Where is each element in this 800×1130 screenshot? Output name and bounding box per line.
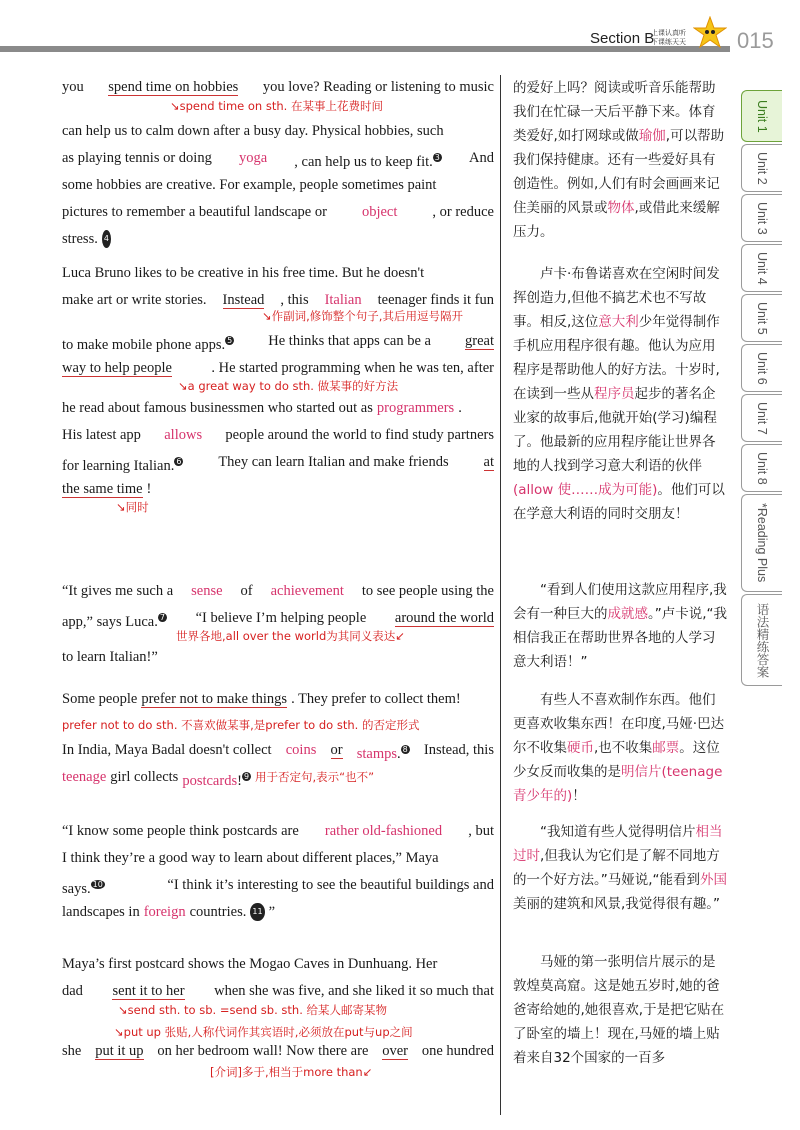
annotation-note: ↘spend time on sth. 在某事上花费时间 [170, 99, 383, 113]
motto: 上课认真听 下课练天天 [651, 29, 686, 46]
tab-unit-6[interactable]: Unit 6 [741, 344, 782, 392]
tab-unit-3[interactable]: Unit 3 [741, 194, 782, 242]
annotation-note: ↘同时 [116, 500, 149, 514]
annotation-note: 世界各地,all over the world为其同义表达↙ [176, 629, 405, 643]
en-paragraph-2-cont: to make mobile phone apps. $^5$ He thinks that apps can be a great way to help people . He started programming when he was ten, after [62, 333, 494, 376]
tab-grammar-answers[interactable]: 语法精练答案 [741, 594, 782, 686]
tab-reading-plus[interactable]: *Reading Plus [741, 494, 782, 592]
cn-paragraph-2: 卢卡·布鲁诺喜欢在空闲时间发挥创造力,但他不搞艺术也不写故事。相反,这位意大利少年觉得制作手机应用程序很有趣。他认为应用程序是帮助他人的好方法。十岁时,在读到一些从程序员起步的著名企业家的故事后,他就开始(学习)编程了。他最新的应用程序能让世界各地的人找到学习意大利语的伙伴(allow 使……成为可能)。他们可以在学意大利语的同时交朋友！ [513, 266, 725, 522]
en-paragraph-6-cont: she put it up on her bedroom wall! Now there are over one hundred [62, 1043, 494, 1059]
tab-unit-1[interactable]: Unit 1 [741, 90, 782, 142]
annotation-note: ↘put up 张贴,人称代词作其宾语时,必须放在put与up之间 [114, 1025, 413, 1039]
en-paragraph-2-cont2: he read about famous businessmen who started out as programmers . His latest app allows people around the world to find study partners for learning Italian. $^6$ They can learn Italian and make friends at the same time ! [62, 400, 494, 497]
tab-unit-4[interactable]: Unit 4 [741, 244, 782, 292]
en-paragraph-4-cont: In India, Maya Badal doesn't collect coins or stamps. $^8$ Instead, this teenage girl collects postcards! $^9$ 用于否定句,表示“也不” [62, 742, 494, 789]
en-paragraph-1-cont: can help us to calm down after a busy day. Physical hobbies, such as playing tennis or doing yoga , can help us to keep fit. $^3$ And some hobbies are creative. For example, people sometimes paint pictures to remember a beautiful landscape or object , or reduce stress. 4 [62, 123, 494, 247]
annotation-note: ↘a great way to do sth. 做某事的好方法 [178, 379, 399, 393]
cn-paragraph-4: 有些人不喜欢制作东西。他们更喜欢收集东西！在印度,马娅·巴达尔不收集硬币,也不收集邮票。这位少女反而收集的是明信片(teenage 青少年的)！ [513, 692, 725, 804]
tab-unit-7[interactable]: Unit 7 [741, 394, 782, 442]
tab-unit-8[interactable]: Unit 8 [741, 444, 782, 492]
annotation-note: ↘作副词,修饰整个句子,其后用逗号隔开 [262, 309, 463, 323]
en-paragraph-3-cont: to learn Italian!” [62, 649, 158, 665]
en-paragraph-1: you spend time on hobbies you love? Reading or listening to music [62, 79, 494, 95]
cn-paragraph-6: 马娅的第一张明信片展示的是敦煌莫高窟。这是她五岁时,她的爸爸寄给她的,她很喜欢,于是把它贴在了卧室的墙上！现在,马娅的墙上贴着来自32个国家的一百多 [513, 954, 725, 1066]
section-label: Section B [590, 30, 655, 47]
annotation-note: [介词]多于,相当于more than↙ [210, 1065, 373, 1079]
page-number: 015 [737, 28, 774, 53]
en-paragraph-5: “I know some people think postcards are rather old-fashioned , but I think they’re a good way to learn about different places,” Maya says. $^{10}$ “I think it’s interesting to see the beautiful buildings and landscapes in foreign countries. 11 ” [62, 823, 494, 920]
column-divider [500, 75, 501, 1115]
cn-paragraph-5: “我知道有些人觉得明信片相当过时,但我认为它们是了解不同地方的一个好方法。”马娅说,“能看到外国美丽的建筑和风景,我觉得很有趣。” [513, 824, 728, 912]
en-paragraph-2: Luca Bruno likes to be creative in his free time. But he doesn't make art or write stories. Instead , this Italian teenager finds it fun [62, 265, 494, 308]
tab-unit-5[interactable]: Unit 5 [741, 294, 782, 342]
cn-paragraph-1: 的爱好上吗？阅读或听音乐能帮助我们在忙碌一天后平静下来。体育类爱好,如打网球或做瑜伽,可以帮助我们保持健康。还有一些爱好具有创造性。例如,人们有时会画画来记住美丽的风景或物体,或借此来缓解压力。 [513, 80, 725, 240]
star-mascot-icon [693, 16, 727, 50]
en-paragraph-4: Some people prefer not to make things . They prefer to collect them! [62, 691, 461, 707]
en-paragraph-3: “It gives me such a sense of achievement to see people using the app,” says Luca. $^7$ “I believe I’m helping people around the world [62, 583, 494, 630]
en-paragraph-6: Maya’s first postcard shows the Mogao Caves in Dunhuang. Her dad sent it to her when she was five, and she liked it so much that [62, 956, 494, 999]
cn-paragraph-3: “看到人们使用这款应用程序,我会有一种巨大的成就感。”卢卡说,“我相信我正在帮助世界各地的人学习意大利语！” [513, 582, 728, 670]
annotation-note: ↘send sth. to sb. =send sb. sth. 给某人邮寄某物 [118, 1003, 388, 1017]
annotation-note: prefer not to do sth. 不喜欢做某事,是prefer to do sth. 的否定形式 [62, 718, 420, 732]
tab-unit-2[interactable]: Unit 2 [741, 144, 782, 192]
